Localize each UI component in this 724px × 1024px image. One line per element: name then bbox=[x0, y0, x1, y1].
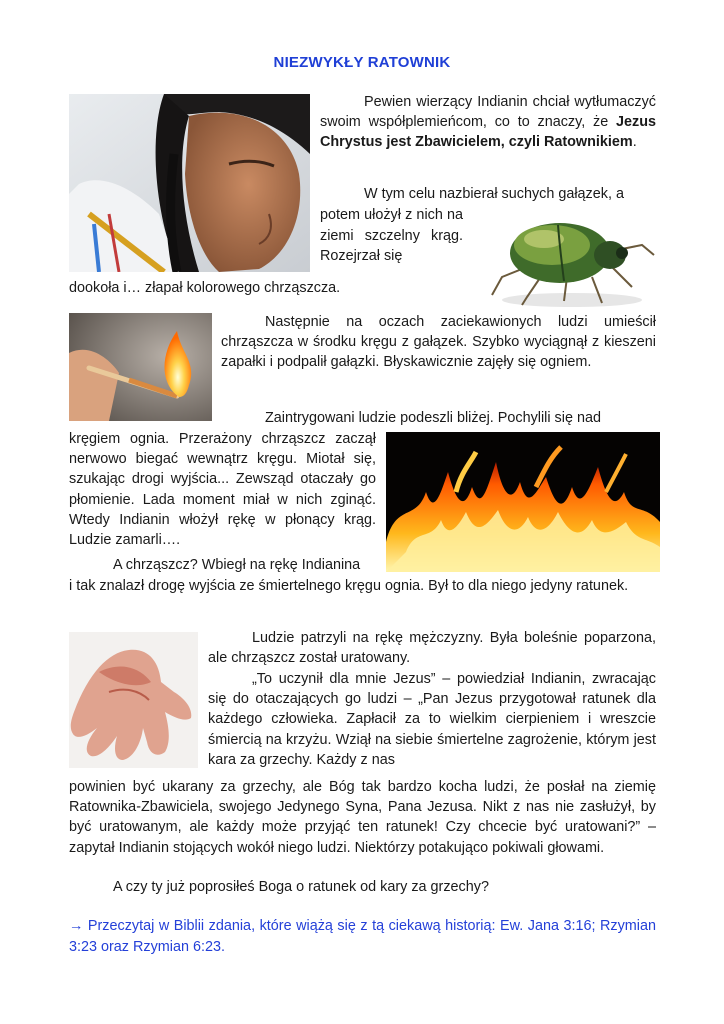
paragraph-circle-top bbox=[320, 184, 656, 205]
paragraph-intro bbox=[320, 92, 656, 153]
beetle-photo bbox=[472, 205, 660, 312]
circle-text-end: dookoła i… złapał kolorowego chrząszcza. bbox=[69, 280, 341, 296]
paragraph-jesus-quote-side bbox=[208, 669, 656, 770]
paragraph-circle-end bbox=[69, 278, 469, 298]
paragraph-beetle-escape-rest bbox=[69, 576, 656, 596]
hand-burned-text: Ludzie patrzyli na rękę mężczyzny. Była boleśnie poparzona, ale chrząszcz został uratowany. bbox=[208, 630, 656, 667]
beetle-escape-line1: A chrząszcz? Wbiegł na rękę Indianina bbox=[113, 557, 361, 573]
page-title: NIEZWYKŁY RATOWNIK bbox=[273, 54, 451, 71]
paragraph-fire-side bbox=[69, 429, 376, 550]
indian-man-photo bbox=[69, 94, 310, 272]
fire-intro-line: Zaintrygowani ludzie podeszli bliżej. Pochylili się nad bbox=[265, 410, 601, 426]
paragraph-beetle-escape bbox=[69, 555, 376, 575]
paragraph-jesus-quote-rest bbox=[69, 777, 656, 858]
bible-references-text: Przeczytaj w Biblii zdania, które wiążą się z tą ciekawą historią: Ew. Jana 3:16; Rzymian 3:23 oraz Rzymian 6:23. bbox=[69, 918, 656, 955]
intro-bold-text: Jezus Chrystus jest Zbawicielem, czyli Ratownikiem bbox=[320, 114, 656, 151]
matches-text: Następnie na oczach zaciekawionych ludzi umieścił chrząszcza w środku kręgu z gałązek. Szybko wyciągnął z kieszeni zapałki i podpalił gałązki. Błyskawicznie zajęły się ogniem. bbox=[221, 314, 656, 371]
beetle-escape-rest: i tak znalazł drogę wyjścia ze śmiertelnego kręgu ognia. Był to dla niego jedyny ratunek. bbox=[69, 578, 629, 594]
burning-match-photo bbox=[69, 313, 212, 421]
paragraph-fire-intro bbox=[221, 408, 656, 428]
bible-references bbox=[69, 916, 656, 957]
intro-end: . bbox=[632, 134, 637, 151]
intro-text: Pewien wierzący Indianin chciał wytłumaczyć swoim współplemieńcom, co to znaczy, że bbox=[320, 94, 656, 131]
paragraph-circle-side bbox=[320, 205, 463, 267]
circle-text-side: potem ułożył z nich na ziemi szczelny krąg. Rozejrzał się bbox=[320, 207, 463, 264]
paragraph-matches bbox=[221, 312, 656, 373]
paragraph-question bbox=[69, 877, 656, 897]
arrow-right-icon: → bbox=[69, 918, 84, 934]
paragraph-hand-burned bbox=[208, 628, 656, 668]
circle-text-first-line: W tym celu nazbierał suchych gałązek, a bbox=[364, 186, 624, 202]
jesus-quote-rest: powinien być ukarany za grzechy, ale Bóg tak bardzo kocha ludzi, że posłał na ziemię Ratownika-Zbawiciela, swojego Jedynego Syna, Pana Jezusa. Nikt z nas nie zasłużył, by być uratowanym, ale każdy może przyjąć ten ratunek! Czy chcecie być uratowani?” – zapytał Indianin stojących wokół niego ludzi. Niektórzy potakująco pokiwali głowami. bbox=[69, 779, 656, 856]
jesus-quote-side: „To uczynił dla mnie Jezus” – powiedział Indianin, zwracając się do otaczających go ludzi – „Pan Jezus przygotował ratunek dla każdego człowieka. Zapłacił za to wielkim cierpieniem i wreszcie śmiercią na krzyżu. Wziął na siebie śmiertelne zagrożenie, którym jest kara za grzechy. Każdy z nas bbox=[208, 671, 656, 768]
fire-photo bbox=[386, 432, 660, 572]
question-text: A czy ty już poprosiłeś Boga o ratunek od kary za grzechy? bbox=[113, 879, 489, 895]
fire-side-text: kręgiem ognia. Przerażony chrząszcz zaczął nerwowo biegać wewnątrz kręgu. Miotał się, szukając drogi wyjścia... Zewsząd otaczały go płomienie. Lada moment miał w nich zginąć. Wtedy Indianin włożył rękę w płonący krąg. Ludzie zamarli…. bbox=[69, 431, 376, 549]
burned-hand-photo bbox=[69, 632, 198, 768]
